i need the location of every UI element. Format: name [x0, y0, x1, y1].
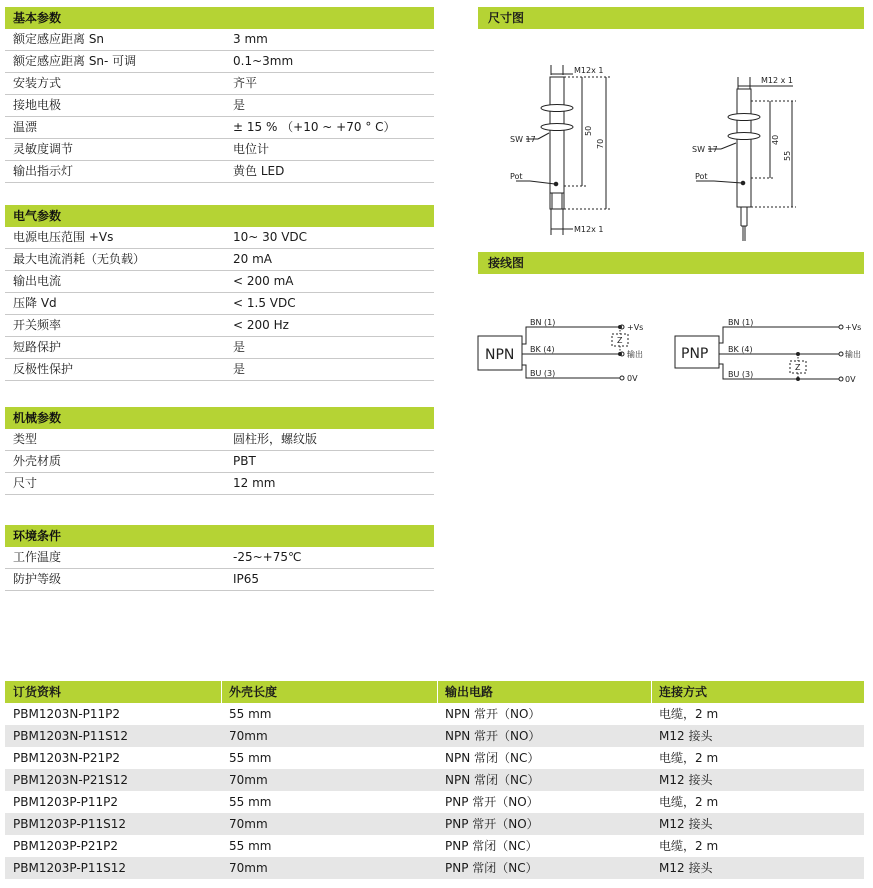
connection-cell: 电缆，2 m: [659, 795, 719, 809]
header-cell: 输出电路: [445, 685, 494, 699]
dimensions-section: [478, 7, 864, 232]
length-label: 50: [584, 125, 593, 136]
header-cell: 连接方式: [659, 685, 708, 699]
model-cell: PBM1203P-P11P2: [13, 795, 119, 809]
param-value: < 200 mA: [233, 274, 294, 288]
terminal-vs-label: +Vs: [845, 323, 862, 332]
order-table: [5, 681, 864, 879]
terminal-0v-label: 0V: [627, 374, 638, 383]
sensor-drawing-short: [696, 77, 796, 241]
param-key: 短路保护: [13, 340, 62, 354]
terminal-out-label: 输出: [845, 350, 861, 359]
param-row: [5, 249, 434, 271]
param-row: [5, 293, 434, 315]
param-key: 额定感应距离 Sn- 可调: [13, 54, 137, 68]
connection-cell: 电缆，2 m: [659, 751, 719, 765]
environment-section: [5, 525, 434, 591]
output-cell: NPN 常闭（NC）: [445, 751, 540, 765]
param-value: 齐平: [233, 76, 258, 90]
wire-label-bn: BN (1): [728, 318, 754, 327]
wrench-size-label: SW 17: [692, 145, 718, 154]
length-cell: 70mm: [229, 861, 268, 875]
output-cell: NPN 常开（NO）: [445, 707, 541, 721]
param-value: 20 mA: [233, 252, 272, 266]
model-cell: PBM1203N-P11S12: [13, 729, 129, 743]
column-divider: [651, 681, 652, 703]
param-value: < 200 Hz: [233, 318, 289, 332]
param-row: [5, 473, 434, 495]
param-key: 安装方式: [13, 76, 62, 90]
param-row: [5, 569, 434, 591]
wiring-title: 接线图: [478, 252, 864, 274]
wire-label-bk: BK (4): [530, 345, 555, 354]
param-key: 温漂: [13, 120, 38, 134]
load-label: Z: [617, 336, 623, 345]
param-key: 防护等级: [13, 572, 62, 586]
table-row: [5, 769, 864, 791]
param-key: 输出指示灯: [13, 164, 74, 178]
param-row: [5, 337, 434, 359]
connection-cell: 电缆，2 m: [659, 707, 719, 721]
param-key: 工作温度: [13, 550, 62, 564]
param-value: 电位计: [233, 142, 270, 156]
column-divider: [221, 681, 222, 703]
param-value: -25~+75℃: [233, 550, 302, 564]
sensor-drawing-long: [516, 65, 610, 235]
param-value: PBT: [233, 454, 256, 468]
wire-label-bk: BK (4): [728, 345, 753, 354]
length-cell: 70mm: [229, 773, 268, 787]
column-divider: [437, 681, 438, 703]
param-value: 圆柱形，螺纹版: [233, 432, 318, 446]
param-row: [5, 359, 434, 381]
connection-cell: M12 接头: [659, 861, 713, 875]
param-key: 接地电极: [13, 98, 62, 112]
terminal-0v-label: 0V: [845, 375, 856, 384]
param-value: ± 15 % （+10 ~ +70 ° C）: [233, 120, 396, 134]
param-key: 外壳材质: [13, 454, 62, 468]
connection-cell: M12 接头: [659, 773, 713, 787]
pot-label: Pot: [695, 172, 708, 181]
param-row: [5, 227, 434, 249]
param-row: [5, 117, 434, 139]
param-row: [5, 95, 434, 117]
dimension-drawings: [478, 29, 864, 234]
param-row: [5, 429, 434, 451]
param-key: 灵敏度调节: [13, 142, 74, 156]
thread-label: M12 x 1: [761, 76, 793, 85]
pnp-label: PNP: [681, 346, 709, 362]
model-cell: PBM1203N-P21P2: [13, 751, 121, 765]
load-label: Z: [795, 363, 801, 372]
param-row: [5, 315, 434, 337]
param-key: 开关频率: [13, 318, 62, 332]
param-value: 12 mm: [233, 476, 276, 490]
wiring-diagrams: [478, 274, 864, 394]
model-cell: PBM1203P-P11S12: [13, 861, 127, 875]
param-row: [5, 29, 434, 51]
model-cell: PBM1203P-P21P2: [13, 839, 119, 853]
param-value: 10~ 30 VDC: [233, 230, 308, 244]
length-cell: 55 mm: [229, 795, 272, 809]
mechanical-params-section: [5, 407, 434, 495]
model-cell: PBM1203N-P21S12: [13, 773, 129, 787]
param-key: 电源电压范围 +Vs: [13, 230, 114, 244]
mechanical-params-title: 机械参数: [5, 407, 434, 429]
dimensions-title: 尺寸图: [478, 7, 864, 29]
length-cell: 70mm: [229, 817, 268, 831]
wire-label-bn: BN (1): [530, 318, 556, 327]
length-cell: 55 mm: [229, 839, 272, 853]
order-table-header: [5, 681, 864, 703]
param-key: 尺寸: [13, 476, 38, 490]
output-cell: NPN 常闭（NC）: [445, 773, 540, 787]
terminal-out-label: 输出: [627, 350, 643, 359]
param-value: 是: [233, 98, 246, 112]
param-value: IP65: [233, 572, 260, 586]
param-row: [5, 139, 434, 161]
wire-label-bu: BU (3): [530, 369, 556, 378]
wiring-section: [478, 252, 864, 397]
table-row: [5, 725, 864, 747]
param-key: 反极性保护: [13, 362, 74, 376]
length-cell: 55 mm: [229, 707, 272, 721]
table-row: [5, 747, 864, 769]
pot-label: Pot: [510, 172, 523, 181]
header-cell: 订货资料: [13, 685, 62, 699]
output-cell: PNP 常闭（NC）: [445, 839, 538, 853]
param-key: 压降 Vd: [13, 296, 57, 310]
table-row: [5, 857, 864, 879]
param-key: 额定感应距离 Sn: [13, 32, 105, 46]
electrical-params-section: [5, 205, 434, 381]
environment-title: 环境条件: [5, 525, 434, 547]
connection-cell: M12 接头: [659, 729, 713, 743]
output-cell: PNP 常开（NO）: [445, 817, 539, 831]
param-value: 黄色 LED: [233, 164, 285, 178]
basic-params-title: 基本参数: [5, 7, 434, 29]
wire-label-bu: BU (3): [728, 370, 754, 379]
param-key: 最大电流消耗（无负载）: [13, 252, 146, 266]
terminal-vs-label: +Vs: [627, 323, 644, 332]
param-value: 0.1~3mm: [233, 54, 294, 68]
electrical-params-title: 电气参数: [5, 205, 434, 227]
param-row: [5, 271, 434, 293]
connection-cell: 电缆，2 m: [659, 839, 719, 853]
thread-label: M12x 1: [574, 66, 604, 75]
connection-cell: M12 接头: [659, 817, 713, 831]
length-label: 40: [771, 134, 780, 145]
param-value: 3 mm: [233, 32, 268, 46]
param-row: [5, 51, 434, 73]
param-value: 是: [233, 362, 246, 376]
header-cell: 外壳长度: [229, 685, 278, 699]
length-cell: 70mm: [229, 729, 268, 743]
table-row: [5, 791, 864, 813]
param-row: [5, 451, 434, 473]
param-value: < 1.5 VDC: [233, 296, 296, 310]
table-row: [5, 835, 864, 857]
model-cell: PBM1203P-P11S12: [13, 817, 127, 831]
param-row: [5, 73, 434, 95]
output-cell: PNP 常闭（NC）: [445, 861, 538, 875]
wrench-size-label: SW 17: [510, 135, 536, 144]
param-value: 是: [233, 340, 246, 354]
param-row: [5, 161, 434, 183]
npn-label: NPN: [485, 347, 515, 363]
length-cell: 55 mm: [229, 751, 272, 765]
output-cell: PNP 常开（NO）: [445, 795, 539, 809]
length-label: 70: [596, 138, 605, 149]
param-key: 输出电流: [13, 274, 62, 288]
model-cell: PBM1203N-P11P2: [13, 707, 121, 721]
param-key: 类型: [13, 432, 38, 446]
table-row: [5, 813, 864, 835]
length-label: 55: [783, 150, 792, 161]
output-cell: NPN 常开（NO）: [445, 729, 541, 743]
basic-params-section: [5, 7, 434, 183]
param-row: [5, 547, 434, 569]
thread-label: M12x 1: [574, 225, 604, 234]
table-row: [5, 703, 864, 725]
